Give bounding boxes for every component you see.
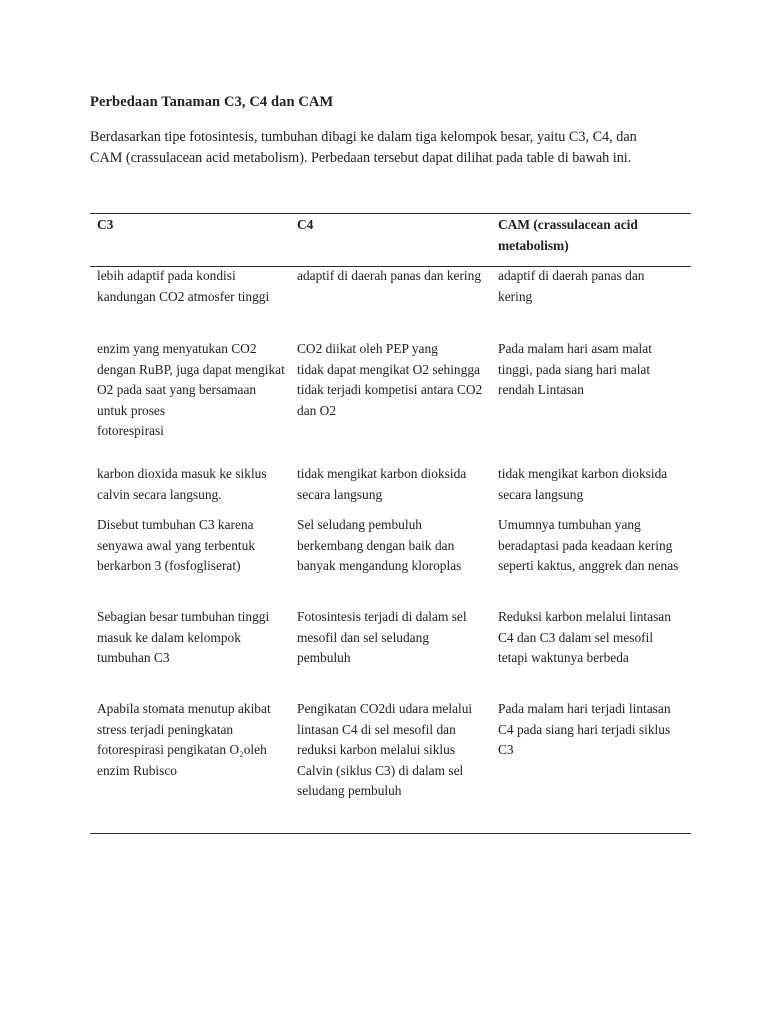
table-cell-cam: Pada malam hari asam malat tinggi, pada siang hari malat rendah Lintasan <box>498 341 652 398</box>
table-cell-cam: Pada malam hari terjadi lintasan C4 pada siang hari terjadi siklus C3 <box>498 701 671 758</box>
table-cell-cam: adaptif di daerah panas dan kering <box>498 268 645 304</box>
header-c3: C3 <box>97 217 114 232</box>
table-cell-c4: tidak mengikat karbon dioksida secara langsung <box>297 466 467 502</box>
table-cell-c4 <box>297 339 485 421</box>
table-cell-c4: Fotosintesis terjadi di dalam sel mesofil dan sel seludang pembuluh <box>297 609 467 666</box>
intro-paragraph <box>90 127 690 169</box>
table-cell-c3 <box>97 339 285 442</box>
table-bottom-rule <box>90 833 691 834</box>
table-top-rule <box>90 213 691 214</box>
cell-paragraph: fotorespirasi <box>97 423 164 439</box>
cell-paragraph: tidak dapat mengikat O2 sehingga tidak terjadi kompetisi antara CO2 dan O2 <box>297 361 483 418</box>
table-cell-cam: Umumnya tumbuhan yang beradaptasi pada keadaan kering seperti kaktus, anggrek dan nenas <box>498 517 679 574</box>
table-cell-c3: lebih adaptif pada kondisi kandungan CO2 atmosfer tinggi <box>97 268 270 304</box>
table-cell-c4: Pengikatan CO2di udara melalui lintasan C4 di sel mesofil dan reduksi karbon melalui siklus Calvin (siklus C3) di dalam sel seludang pembuluh <box>297 701 473 799</box>
header-cam: CAM (crassulacean acid metabolism) <box>498 217 638 253</box>
header-c4: C4 <box>297 217 314 232</box>
table-cell-c3: Sebagian besar tumbuhan tinggi masuk ke dalam kelompok tumbuhan C3 <box>97 609 270 666</box>
table-cell-cam: Reduksi karbon melalui lintasan C4 dan C3 dalam sel mesofil tetapi waktunya berbeda <box>498 609 671 666</box>
table-cell-cam: tidak mengikat karbon dioksida secara langsung <box>498 466 668 502</box>
table-cell-c3: karbon dioxida masuk ke siklus calvin secara langsung. <box>97 466 267 502</box>
document-title: Perbedaan Tanaman C3, C4 dan CAM <box>90 94 334 110</box>
table-cell-c4: adaptif di daerah panas dan kering <box>297 268 482 283</box>
table-cell-c4: Sel seludang pembuluh berkembang dengan baik dan banyak mengandung kloroplas <box>297 517 462 574</box>
table-cell-c3: Disebut tumbuhan C3 karena senyawa awal yang terbentuk berkarbon 3 (fosfogliserat) <box>97 517 256 574</box>
cell-paragraph: enzim yang menyatukan CO2 dengan RuBP, juga dapat mengikat O2 pada saat yang bersamaan untuk proses <box>97 341 285 418</box>
table-cell-c3: Apabila stomata menutup akibat stress terjadi peningkatan fotorespirasi pengikatan O₂oleh enzim Rubisco <box>97 701 271 778</box>
intro-line: CAM (crassulacean acid metabolism). Perbedaan tersebut dapat dilihat pada table di bawah ini. <box>90 150 632 166</box>
intro-line: Berdasarkan tipe fotosintesis, tumbuhan dibagi ke dalam tiga kelompok besar, yaitu C3, C4, dan <box>90 129 637 145</box>
cell-paragraph: CO2 diikat oleh PEP yang <box>297 341 438 356</box>
